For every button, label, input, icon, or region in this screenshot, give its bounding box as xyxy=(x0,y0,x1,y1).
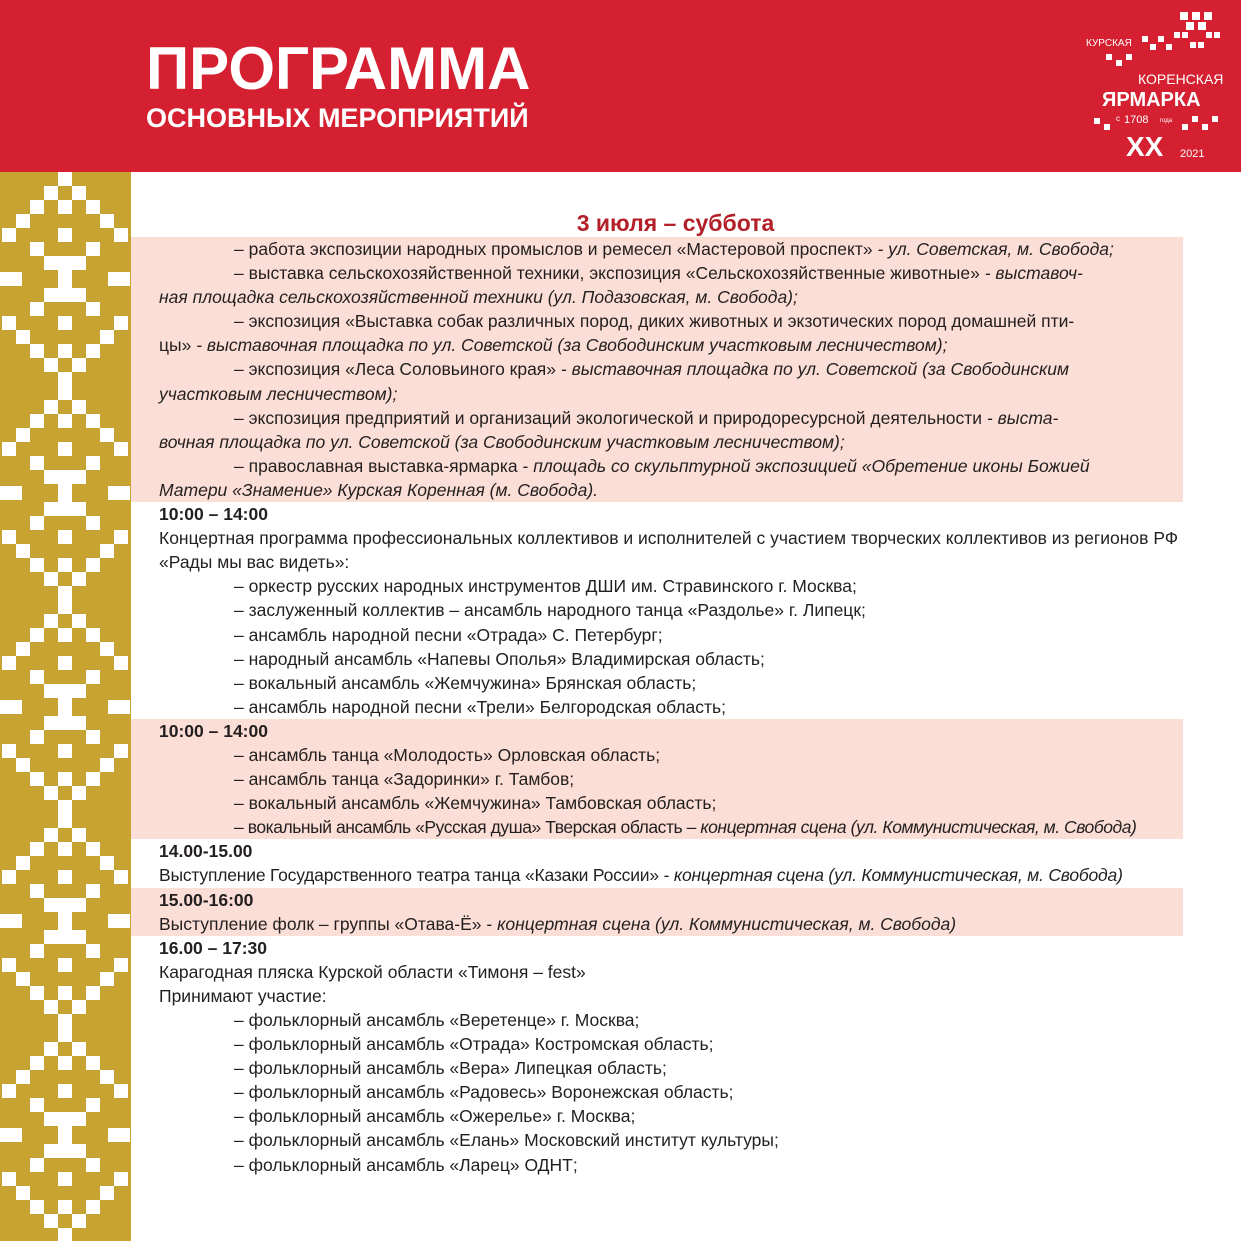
event-description: Выступление Государственного театра танца «Казаки России» - концертная сцена (ул. Коммунистическая, м. Свобода) xyxy=(159,865,1123,886)
event5-block xyxy=(131,936,1183,1177)
page-subtitle: ОСНОВНЫХ МЕРОПРИЯТИЙ xyxy=(146,103,529,133)
list-item-cont: Матери «Знамение» Курская Коренная (м. Свобода). xyxy=(159,479,599,500)
list-item-cont: участковым лесничеством); xyxy=(159,383,398,404)
logo-since-c: с xyxy=(1116,114,1120,123)
list-item: – фольклорный ансамбль «Радовесь» Воронежская область; xyxy=(234,1082,734,1103)
list-item: – фольклорный ансамбль «Вера» Липецкая область; xyxy=(234,1058,667,1079)
list-item: – заслуженный коллектив – ансамбль народного танца «Раздолье» г. Липецк; xyxy=(234,600,866,621)
program-content xyxy=(131,237,1183,1177)
event3-block xyxy=(131,839,1183,887)
event-description: Выступление фолк – группы «Отава-Ё» - концертная сцена (ул. Коммунистическая, м. Свобода) xyxy=(159,913,957,934)
list-item: – народный ансамбль «Напевы Ополья» Владимирская область; xyxy=(234,648,765,669)
event-description: Концертная программа профессиональных коллективов и исполнителей с участием творческих коллективов из регионов РФ «Рады мы вас видеть»: xyxy=(159,528,1179,573)
list-item: – выставка сельскохозяйственной техники, экспозиция «Сельскохозяйственные животные» - выставоч- xyxy=(234,263,1083,284)
page-title: ПРОГРАММА xyxy=(146,35,531,102)
list-item: – экспозиция «Леса Соловьиного края» - выставочная площадка по ул. Советской (за Свободинским xyxy=(234,359,1069,380)
logo-line2: КОРЕНСКАЯ xyxy=(1138,71,1224,87)
list-item: – фольклорный ансамбль «Отрада» Костромская область; xyxy=(234,1034,714,1055)
list-item-cont: ная площадка сельскохозяйственной техники (ул. Подазовская, м. Свобода); xyxy=(159,287,798,308)
list-item: – ансамбль танца «Молодость» Орловская область; xyxy=(234,744,661,765)
expositions-block xyxy=(131,237,1183,502)
concert1-block xyxy=(131,502,1183,719)
event-time: 10:00 – 14:00 xyxy=(159,504,268,525)
event-time: 15.00-16:00 xyxy=(159,889,254,910)
list-item: – экспозиция «Выставка собак различных пород, диких животных и экзотических пород домашней пти- xyxy=(234,311,1075,332)
list-item: – фольклорный ансамбль «Елань» Московский институт культуры; xyxy=(234,1130,779,1151)
logo-line3: ЯРМАРКА xyxy=(1102,89,1201,111)
event-time: 10:00 – 14:00 xyxy=(159,720,268,741)
list-item: – оркестр русских народных инструментов ДШИ им. Стравинского г. Москва; xyxy=(234,576,857,597)
logo-line1: КУРСКАЯ xyxy=(1086,38,1132,49)
logo-edition: XX xyxy=(1126,131,1164,162)
list-item-cont: цы» - выставочная площадка по ул. Советской (за Свободинским участковым лесничеством); xyxy=(159,335,948,356)
list-item: – экспозиция предприятий и организаций экологической и природоресурсной деятельности - выста- xyxy=(234,407,1059,428)
list-item: – ансамбль народной песни «Отрада» С. Петербург; xyxy=(234,624,663,645)
concert2-block xyxy=(131,719,1183,839)
list-item: – фольклорный ансамбль «Ожерелье» г. Москва; xyxy=(234,1106,636,1127)
event-time: 14.00-15.00 xyxy=(159,841,253,862)
fair-logo xyxy=(1082,10,1232,162)
event-time: 16.00 – 17:30 xyxy=(159,937,268,958)
list-item: – фольклорный ансамбль «Ларец» ОДНТ; xyxy=(234,1154,578,1175)
list-item: – ансамбль танца «Задоринки» г. Тамбов; xyxy=(234,769,575,790)
ornament-border xyxy=(0,172,131,1241)
logo-year: 2021 xyxy=(1180,148,1205,160)
list-item: – фольклорный ансамбль «Веретенце» г. Москва; xyxy=(234,1010,640,1030)
list-item: – православная выставка-ярмарка - площадь со скульптурной экспозицией «Обретение иконы Божией xyxy=(234,455,1090,476)
logo-since-year: 1708 xyxy=(1124,114,1149,126)
list-item: – вокальный ансамбль «Русская душа» Тверская область – концертная сцена (ул. Коммунистическая, м. Свобода) xyxy=(234,817,1137,838)
list-item: – вокальный ансамбль «Жемчужина» Тамбовская область; xyxy=(234,793,717,814)
day-title: 3 июля – суббота xyxy=(576,210,775,236)
header-banner xyxy=(0,0,1241,172)
event4-block xyxy=(131,888,1183,936)
list-item: – работа экспозиции народных промыслов и ремесел «Мастеровой проспект» - ул. Советская, м. Свобода; xyxy=(234,239,1114,259)
event-description: Карагодная пляска Курской области «Тимоня – fest» xyxy=(159,961,586,982)
participants-label: Принимают участие: xyxy=(159,985,327,1006)
list-item: – вокальный ансамбль «Жемчужина» Брянская область; xyxy=(234,672,697,693)
list-item-cont: вочная площадка по ул. Советской (за Свободинским участковым лесничеством); xyxy=(159,431,845,452)
logo-since-goda: года xyxy=(1160,118,1173,124)
list-item: – ансамбль народной песни «Трели» Белгородская область; xyxy=(234,696,727,717)
